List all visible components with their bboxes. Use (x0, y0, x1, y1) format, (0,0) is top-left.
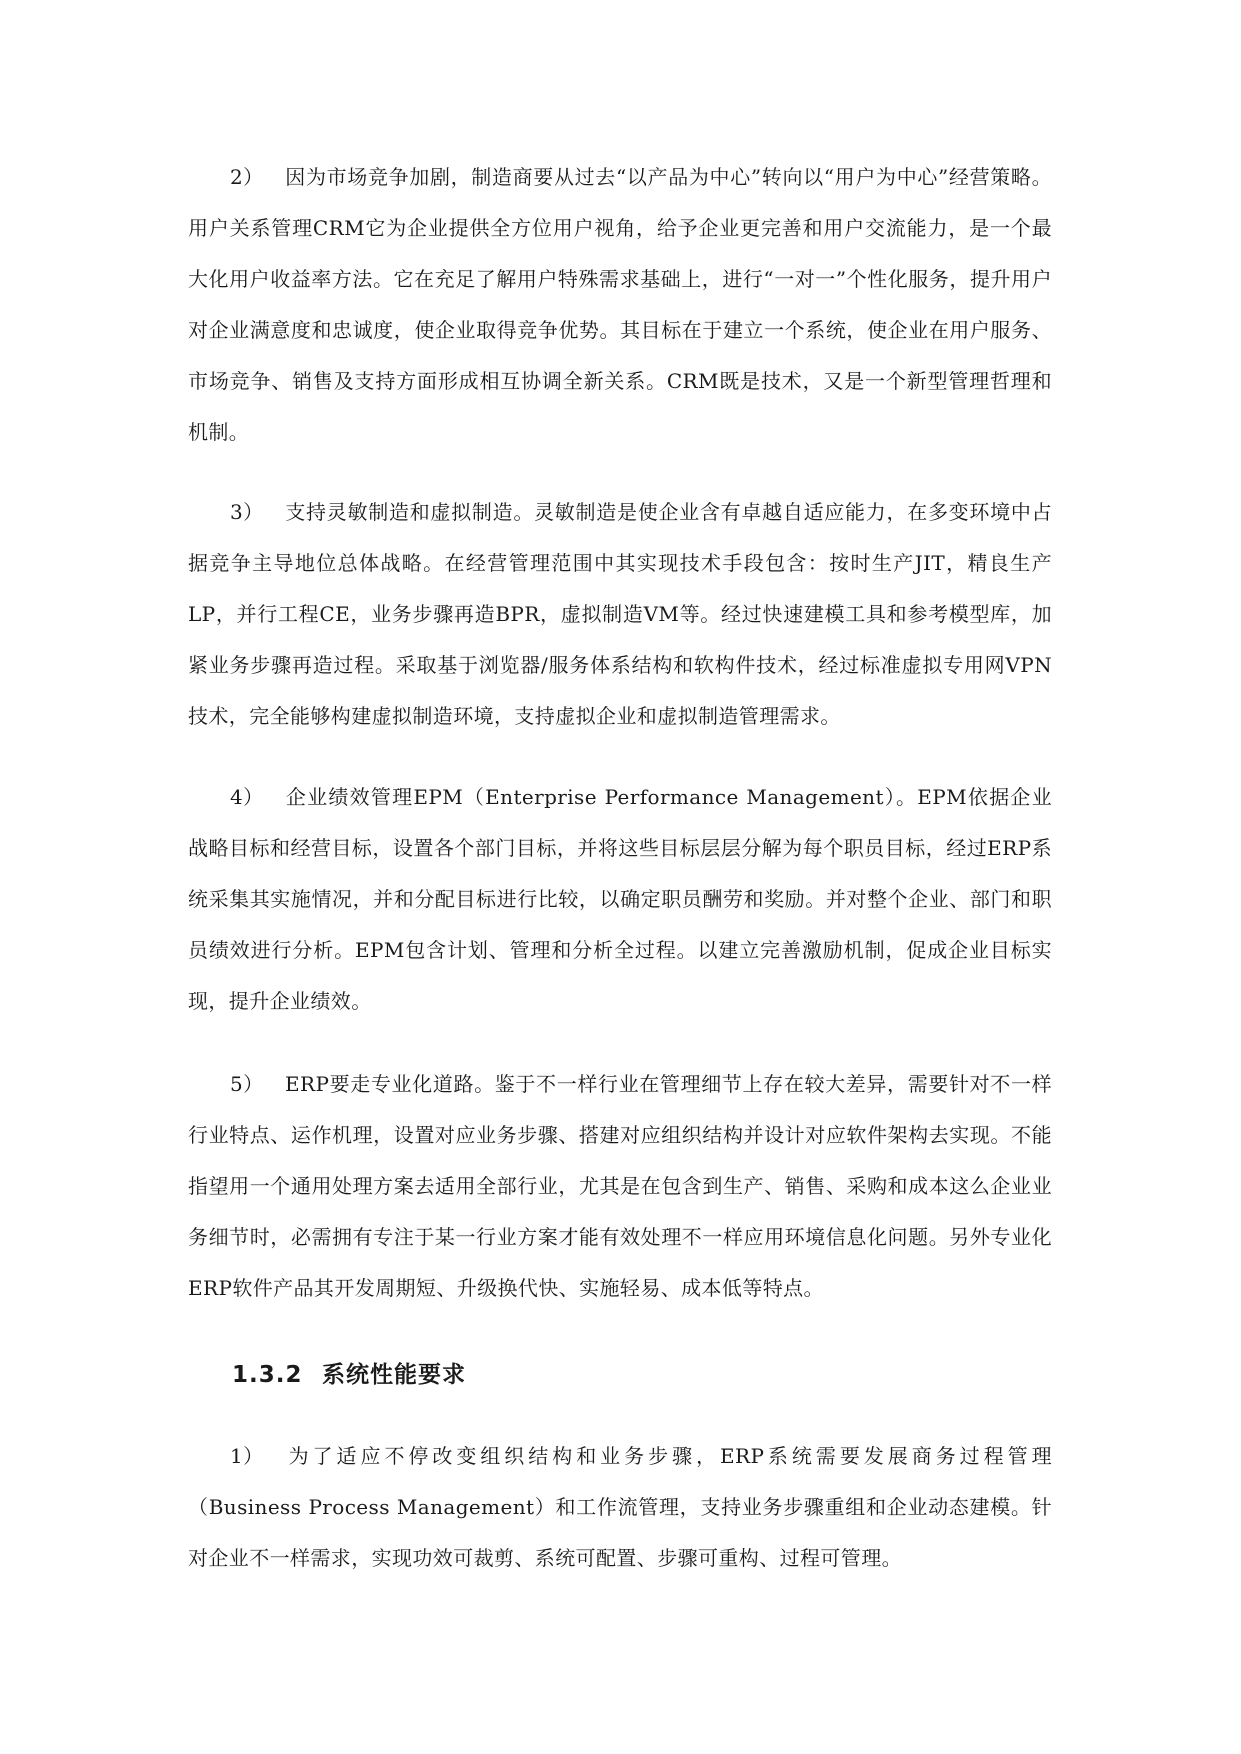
paragraph-text: 支持灵敏制造和虚拟制造。灵敏制造是使企业含有卓越自适应能力，在多变环境中占据竞争主导地位总体战略。在经营管理范围中其实现技术手段包含：按时生产JIT，精良生产LP，并行工程CE，业务步骤再造BPR，虚拟制造VM等。经过快速建模工具和参考模型库，加紧业务步骤再造过程。采取基于浏览器/服务体系结构和软构件技术，经过标准虚拟专用网VPN技术，完全能够构建虚拟制造环境，支持虚拟企业和虚拟制造管理需求。 (188, 500, 1052, 728)
paragraph-text: 企业绩效管理EPM（Enterprise Performance Management）。EPM依据企业战略目标和经营目标，设置各个部门目标，并将这些目标层层分解为每个职员目标，经过ERP系统采集其实施情况，并和分配目标进行比较，以确定职员酬劳和奖励。并对整个企业、部门和职员绩效进行分析。EPM包含计划、管理和分析全过程。以建立完善激励机制，促成企业目标实现，提升企业绩效。 (188, 785, 1052, 1013)
paragraph-item-2 (188, 152, 1052, 458)
paragraph-number: 2） (230, 165, 264, 189)
section-title: 系统性能要求 (322, 1362, 466, 1388)
paragraph-number: 3） (230, 500, 264, 524)
section-paragraph-item-1 (188, 1431, 1052, 1584)
paragraph-number: 1） (230, 1444, 264, 1468)
paragraph-item-5 (188, 1059, 1052, 1314)
section-number: 1.3.2 (232, 1362, 303, 1388)
paragraph-item-3 (188, 487, 1052, 742)
paragraph-number: 4） (230, 785, 264, 809)
paragraph-number: 5） (230, 1072, 264, 1096)
section-heading (232, 1355, 466, 1395)
paragraph-text: 因为市场竞争加剧，制造商要从过去“以产品为中心”转向以“用户为中心”经营策略。用户关系管理CRM它为企业提供全方位用户视角，给予企业更完善和用户交流能力，是一个最大化用户收益率方法。它在充足了解用户特殊需求基础上，进行“一对一”个性化服务，提升用户对企业满意度和忠诚度，使企业取得竞争优势。其目标在于建立一个系统，使企业在用户服务、市场竞争、销售及支持方面形成相互协调全新关系。CRM既是技术，又是一个新型管理哲理和机制。 (188, 165, 1052, 444)
paragraph-text: ERP要走专业化道路。鉴于不一样行业在管理细节上存在较大差异，需要针对不一样行业特点、运作机理，设置对应业务步骤、搭建对应组织结构并设计对应软件架构去实现。不能指望用一个通用处理方案去适用全部行业，尤其是在包含到生产、销售、采购和成本这么企业业务细节时，必需拥有专注于某一行业方案才能有效处理不一样应用环境信息化问题。另外专业化ERP软件产品其开发周期短、升级换代快、实施轻易、成本低等特点。 (188, 1072, 1052, 1300)
paragraph-item-4 (188, 772, 1052, 1027)
paragraph-text: 为了适应不停改变组织结构和业务步骤，ERP系统需要发展商务过程管理（Business Process Management）和工作流管理，支持业务步骤重组和企业动态建模。针对企业不一样需求，实现功效可裁剪、系统可配置、步骤可重构、过程可管理。 (188, 1444, 1052, 1570)
